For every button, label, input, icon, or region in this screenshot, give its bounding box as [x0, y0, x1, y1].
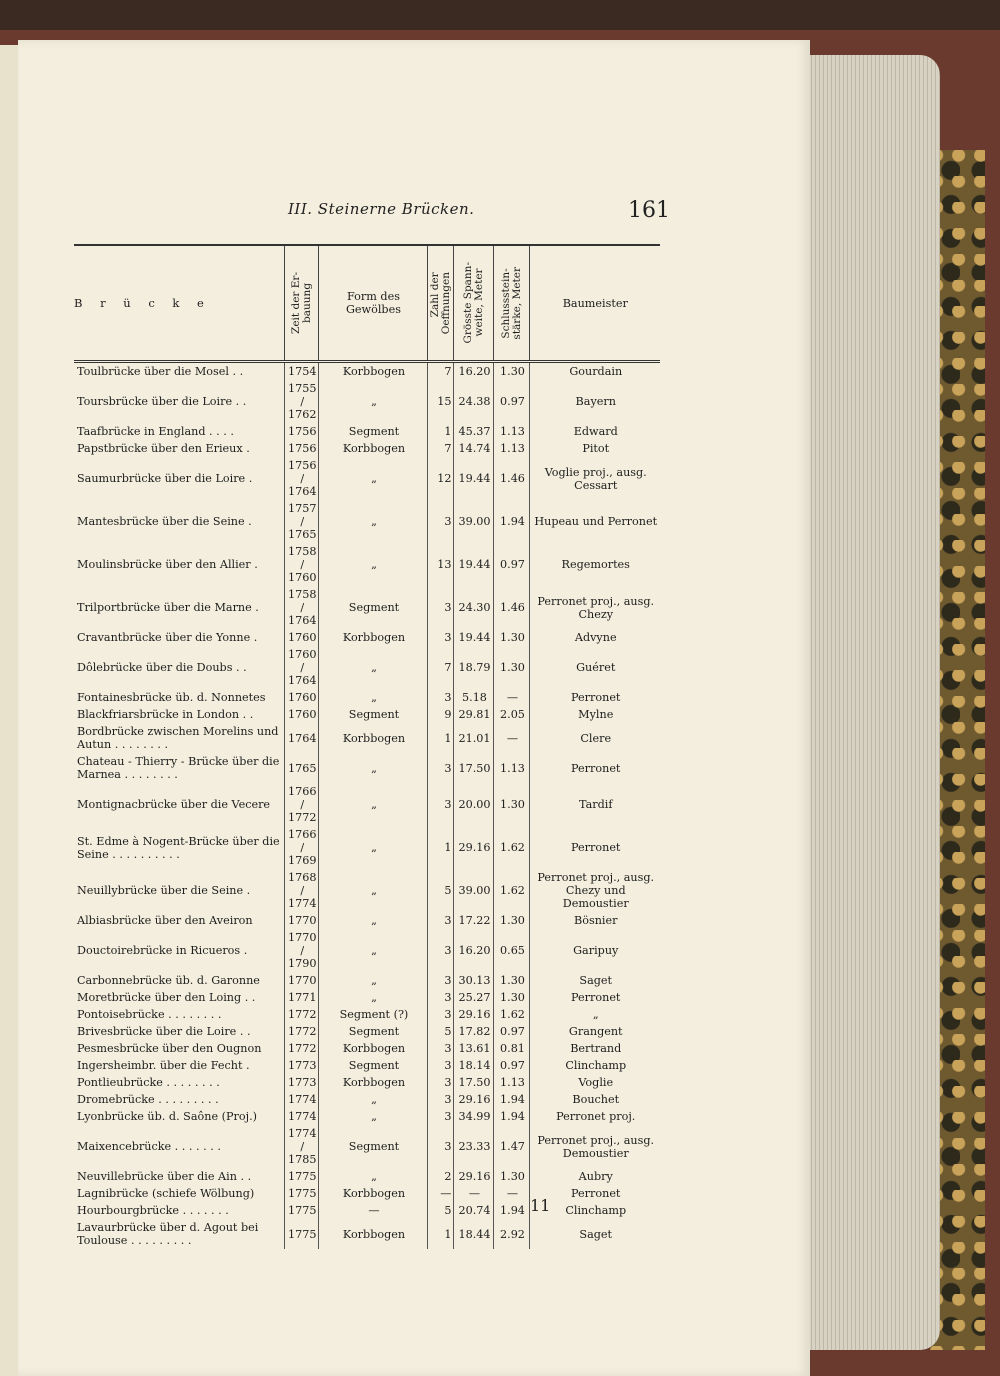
- cell-arch: Saget: [579, 974, 613, 987]
- cell-form: Korbbogen: [319, 1074, 428, 1091]
- table-row: [74, 912, 660, 929]
- table-row: [74, 1040, 660, 1057]
- cell-n: 1: [428, 423, 454, 440]
- cell-form: Segment: [319, 586, 428, 629]
- cell-n: 3: [428, 586, 454, 629]
- table-row: [74, 1074, 660, 1091]
- cell-form: „: [319, 543, 428, 586]
- cell-span: 21.01: [454, 723, 494, 753]
- cell-name: Dôlebrücke über die Doubs . .: [74, 646, 285, 689]
- table-row: [74, 380, 660, 423]
- cell-year: 1758 / 1764: [285, 586, 319, 629]
- table-row: [74, 689, 660, 706]
- cell-name: Moulinsbrücke über den Allier .: [74, 543, 285, 586]
- cell-form: „: [319, 500, 428, 543]
- cell-arch: Hupeau und Perronet: [534, 515, 658, 528]
- cell-key: 1.94: [494, 500, 530, 543]
- cell-span: 39.00: [454, 869, 494, 912]
- cell-form: Segment: [319, 1125, 428, 1168]
- cell-key: 1.13: [494, 1074, 530, 1091]
- cell-name: Mantesbrücke über die Seine .: [74, 500, 285, 543]
- cell-arch: Aubry: [578, 1170, 613, 1183]
- cell-form: „: [319, 753, 428, 783]
- cell-span: 17.50: [454, 753, 494, 783]
- table-row: [74, 629, 660, 646]
- cell-n: 1: [428, 1219, 454, 1249]
- cell-arch: Mylne: [578, 708, 614, 721]
- cell-span: 17.50: [454, 1074, 494, 1091]
- cell-name: Douctoirebrücke in Ricueros .: [74, 929, 285, 972]
- table-row: [74, 989, 660, 1006]
- cell-key: 1.13: [494, 440, 530, 457]
- cell-span: 17.22: [454, 912, 494, 929]
- cell-name: Dromebrücke . . . . . . . . .: [74, 1091, 285, 1108]
- cell-year: 1773: [285, 1074, 319, 1091]
- cell-span: 16.20: [454, 929, 494, 972]
- cell-name: Toursbrücke über die Loire . .: [74, 380, 285, 423]
- cell-key: 1.47: [494, 1125, 530, 1168]
- cell-year: 1760: [285, 689, 319, 706]
- table-row: [74, 706, 660, 723]
- cell-arch: Tardif: [578, 798, 613, 811]
- cell-form: Korbbogen: [319, 1219, 428, 1249]
- cell-year: 1770 / 1790: [285, 929, 319, 972]
- cell-span: 14.74: [454, 440, 494, 457]
- cell-n: 5: [428, 1023, 454, 1040]
- cell-n: 3: [428, 1006, 454, 1023]
- page-stack-edges: [800, 55, 940, 1350]
- page-number: 161: [628, 198, 670, 223]
- cell-n: —: [428, 1185, 454, 1202]
- cell-key: 1.30: [494, 646, 530, 689]
- cell-year: 1756: [285, 423, 319, 440]
- cell-year: 1768 / 1774: [285, 869, 319, 912]
- cell-year: 1770: [285, 912, 319, 929]
- cell-n: 3: [428, 929, 454, 972]
- cell-form: Segment: [319, 423, 428, 440]
- cell-arch: Perronet proj.: [556, 1110, 636, 1123]
- cell-year: 1756: [285, 440, 319, 457]
- cell-span: 23.33: [454, 1125, 494, 1168]
- cell-key: 1.30: [494, 912, 530, 929]
- cell-n: 3: [428, 989, 454, 1006]
- cell-name: Toulbrücke über die Mosel . .: [74, 362, 285, 381]
- cell-form: Korbbogen: [319, 1185, 428, 1202]
- cell-name: Lyonbrücke üb. d. Saône (Proj.): [74, 1108, 285, 1125]
- cell-key: —: [494, 1185, 530, 1202]
- cell-name: Lagnibrücke (schiefe Wölbung): [74, 1185, 285, 1202]
- cell-n: 1: [428, 826, 454, 869]
- table-row: [74, 929, 660, 972]
- cell-span: 18.79: [454, 646, 494, 689]
- table-row: [74, 972, 660, 989]
- cell-name: Chateau - Thierry - Brücke über die Marnea . . . . . . . .: [74, 753, 285, 783]
- cell-year: 1771: [285, 989, 319, 1006]
- cell-span: 13.61: [454, 1040, 494, 1057]
- cell-n: 2: [428, 1168, 454, 1185]
- table-row: [74, 423, 660, 440]
- cell-year: 1774 / 1785: [285, 1125, 319, 1168]
- cell-span: 19.44: [454, 629, 494, 646]
- table-row: [74, 1091, 660, 1108]
- cell-form: „: [319, 912, 428, 929]
- cell-span: 18.14: [454, 1057, 494, 1074]
- cell-span: 19.44: [454, 543, 494, 586]
- cell-arch: Saget: [579, 1227, 613, 1241]
- cell-span: 29.16: [454, 1091, 494, 1108]
- cell-key: 1.46: [494, 586, 530, 629]
- cell-arch: Edward: [573, 425, 618, 438]
- table-row: [74, 1006, 660, 1023]
- cell-arch: Voglie proj., ausg. Cessart: [544, 465, 647, 492]
- cell-year: 1775: [285, 1185, 319, 1202]
- cell-span: 39.00: [454, 500, 494, 543]
- cell-key: —: [494, 689, 530, 706]
- cell-name: Neuillybrücke über die Seine .: [74, 869, 285, 912]
- cell-span: 24.30: [454, 586, 494, 629]
- cell-year: 1756 / 1764: [285, 457, 319, 500]
- cell-name: Maixencebrücke . . . . . . .: [74, 1125, 285, 1168]
- cell-key: 1.30: [494, 1168, 530, 1185]
- table-row: [74, 1057, 660, 1074]
- cell-arch: Clinchamp: [565, 1059, 627, 1072]
- cell-name: Blackfriarsbrücke in London . .: [74, 706, 285, 723]
- cell-name: Cravantbrücke über die Yonne .: [74, 629, 285, 646]
- cell-n: 12: [428, 457, 454, 500]
- cell-n: 3: [428, 1040, 454, 1057]
- cell-arch: Guéret: [576, 661, 616, 674]
- cell-year: 1772: [285, 1006, 319, 1023]
- table-row: [74, 586, 660, 629]
- cell-name: Neuvillebrücke über die Ain . .: [74, 1168, 285, 1185]
- bridges-table: [74, 244, 660, 1249]
- cell-span: 16.20: [454, 362, 494, 381]
- cell-key: 1.62: [494, 1006, 530, 1023]
- cell-span: 19.44: [454, 457, 494, 500]
- cell-year: 1760: [285, 706, 319, 723]
- cell-arch: Grangent: [568, 1025, 623, 1038]
- cell-name: Ingersheimbr. über die Fecht .: [74, 1057, 285, 1074]
- cell-year: 1773: [285, 1057, 319, 1074]
- header-year: Zeit der Er- bauung: [285, 245, 319, 362]
- cell-year: 1766 / 1769: [285, 826, 319, 869]
- cell-span: 30.13: [454, 972, 494, 989]
- cell-form: „: [319, 689, 428, 706]
- footer-signature: 11: [530, 1196, 551, 1215]
- cell-n: 3: [428, 500, 454, 543]
- table-row: [74, 1168, 660, 1185]
- cell-form: Segment: [319, 706, 428, 723]
- cell-key: 1.30: [494, 783, 530, 826]
- cell-form: Segment: [319, 1057, 428, 1074]
- cell-arch: Perronet: [571, 761, 621, 775]
- cell-n: 3: [428, 1057, 454, 1074]
- cell-n: 3: [428, 1108, 454, 1125]
- cell-key: —: [494, 723, 530, 753]
- cell-span: 29.16: [454, 1168, 494, 1185]
- cell-year: 1760: [285, 629, 319, 646]
- cell-arch: Voglie: [578, 1076, 614, 1089]
- cell-n: 7: [428, 362, 454, 381]
- header-form: Form des Gewölbes: [319, 245, 428, 362]
- cell-arch: Perronet: [571, 841, 621, 854]
- cell-key: 1.62: [494, 826, 530, 869]
- cell-n: 3: [428, 783, 454, 826]
- cell-form: Korbbogen: [319, 629, 428, 646]
- cell-year: 1775: [285, 1202, 319, 1219]
- cell-span: 25.27: [454, 989, 494, 1006]
- cell-arch: Clinchamp: [565, 1204, 627, 1217]
- cell-name: Pesmesbrücke über den Ougnon: [74, 1040, 285, 1057]
- cell-name: Montignacbrücke über die Vecere: [74, 783, 285, 826]
- cell-span: —: [454, 1185, 494, 1202]
- cell-name: Taafbrücke in England . . . .: [74, 423, 285, 440]
- cell-key: 1.94: [494, 1108, 530, 1125]
- cell-arch: Bayern: [575, 395, 616, 408]
- cell-arch: Perronet proj., ausg. Demoustier: [537, 1133, 655, 1160]
- cell-year: 1770: [285, 972, 319, 989]
- cell-year: 1774: [285, 1108, 319, 1125]
- table-row: [74, 440, 660, 457]
- cell-arch: Garipuy: [573, 944, 619, 957]
- cell-arch: Perronet: [571, 691, 621, 704]
- cell-form: „: [319, 1108, 428, 1125]
- cell-arch: Perronet: [571, 991, 621, 1004]
- cell-span: 20.00: [454, 783, 494, 826]
- cell-form: —: [319, 1202, 428, 1219]
- cell-span: 45.37: [454, 423, 494, 440]
- cell-arch: „: [592, 1008, 599, 1021]
- cell-key: 1.30: [494, 972, 530, 989]
- cell-key: 1.13: [494, 423, 530, 440]
- cell-key: 1.94: [494, 1091, 530, 1108]
- cell-key: 1.30: [494, 989, 530, 1006]
- cell-n: 13: [428, 543, 454, 586]
- cell-key: 0.65: [494, 929, 530, 972]
- table-body: [74, 362, 660, 1250]
- cell-name: Brivesbrücke über die Loire . .: [74, 1023, 285, 1040]
- cell-name: Papstbrücke über den Erieux .: [74, 440, 285, 457]
- cell-span: 24.38: [454, 380, 494, 423]
- cell-key: 1.13: [494, 753, 530, 783]
- cell-key: 1.46: [494, 457, 530, 500]
- cell-span: 29.81: [454, 706, 494, 723]
- cell-span: 17.82: [454, 1023, 494, 1040]
- cell-form: „: [319, 826, 428, 869]
- table-row: [74, 543, 660, 586]
- table-row: [74, 646, 660, 689]
- cell-arch: Gourdain: [569, 365, 623, 378]
- cell-name: St. Edme à Nogent-Brücke über die Seine . . . . . . . . . .: [74, 826, 285, 869]
- header-bridge: B r ü c k e: [74, 245, 285, 362]
- cell-n: 9: [428, 706, 454, 723]
- cell-arch: Bertrand: [570, 1042, 622, 1055]
- cell-form: Segment: [319, 1023, 428, 1040]
- cell-n: 7: [428, 440, 454, 457]
- table-row: [74, 1125, 660, 1168]
- cell-name: Pontoisebrücke . . . . . . . .: [74, 1006, 285, 1023]
- header-openings: Zahl der Oeffnungen: [428, 245, 454, 362]
- cell-name: Pontlieubrücke . . . . . . . .: [74, 1074, 285, 1091]
- cell-year: 1775: [285, 1219, 319, 1249]
- cell-form: „: [319, 869, 428, 912]
- cell-n: 3: [428, 912, 454, 929]
- cell-n: 3: [428, 1074, 454, 1091]
- cell-year: 1765: [285, 753, 319, 783]
- cell-span: 29.16: [454, 826, 494, 869]
- table-row: [74, 1023, 660, 1040]
- cell-name: Moretbrücke über den Loing . .: [74, 989, 285, 1006]
- cell-form: Korbbogen: [319, 723, 428, 753]
- cell-year: 1764: [285, 723, 319, 753]
- cell-form: „: [319, 929, 428, 972]
- cell-name: Lavaurbrücke über d. Agout bei Toulouse . . . . . . . . .: [74, 1219, 285, 1249]
- cell-arch: Advyne: [574, 631, 617, 644]
- cell-year: 1766 / 1772: [285, 783, 319, 826]
- cell-key: 0.81: [494, 1040, 530, 1057]
- table-row: [74, 869, 660, 912]
- cell-name: Trilportbrücke über die Marne .: [74, 586, 285, 629]
- table-row: [74, 500, 660, 543]
- cell-key: 0.97: [494, 1057, 530, 1074]
- cell-form: „: [319, 783, 428, 826]
- cell-n: 3: [428, 753, 454, 783]
- cell-arch: Perronet proj., ausg. Chezy: [537, 594, 655, 621]
- cell-arch: Bouchet: [572, 1093, 620, 1106]
- cell-form: „: [319, 457, 428, 500]
- cell-form: Korbbogen: [319, 362, 428, 381]
- table-row: [74, 362, 660, 381]
- cell-key: 1.94: [494, 1202, 530, 1219]
- cell-form: „: [319, 646, 428, 689]
- cell-form: „: [319, 1168, 428, 1185]
- cell-n: 3: [428, 629, 454, 646]
- cell-n: 3: [428, 972, 454, 989]
- table-row: [74, 1185, 660, 1202]
- cell-n: 3: [428, 1091, 454, 1108]
- header-keystone: Schlussstein- stärke, Meter: [494, 245, 530, 362]
- cell-arch: Pitot: [582, 442, 610, 455]
- cell-year: 1754: [285, 362, 319, 381]
- cell-year: 1757 / 1765: [285, 500, 319, 543]
- header-architect: Baumeister: [530, 245, 660, 362]
- left-page-edge: [0, 45, 20, 1376]
- cell-name: Fontainesbrücke üb. d. Nonnetes: [74, 689, 285, 706]
- cell-year: 1758 / 1760: [285, 543, 319, 586]
- cell-n: 1: [428, 723, 454, 753]
- cell-arch: Perronet proj., ausg. Chezy und Demoustier: [537, 871, 655, 910]
- cell-name: Hourbourgbrücke . . . . . . .: [74, 1202, 285, 1219]
- table-row: [74, 1202, 660, 1219]
- cell-name: Saumurbrücke über die Loire .: [74, 457, 285, 500]
- cell-form: „: [319, 1091, 428, 1108]
- cell-span: 20.74: [454, 1202, 494, 1219]
- cell-year: 1772: [285, 1023, 319, 1040]
- cell-key: 0.97: [494, 1023, 530, 1040]
- cell-arch: Clere: [580, 731, 612, 745]
- table-row: [74, 826, 660, 869]
- cell-key: 2.92: [494, 1219, 530, 1249]
- cell-key: 1.62: [494, 869, 530, 912]
- cell-name: Carbonnebrücke üb. d. Garonne: [74, 972, 285, 989]
- cell-form: Korbbogen: [319, 440, 428, 457]
- cell-n: 5: [428, 869, 454, 912]
- cell-year: 1772: [285, 1040, 319, 1057]
- cell-span: 29.16: [454, 1006, 494, 1023]
- cell-arch: Regemortes: [561, 558, 630, 571]
- running-header: III. Steinerne Brücken.: [288, 200, 475, 218]
- cell-span: 18.44: [454, 1219, 494, 1249]
- cell-form: „: [319, 989, 428, 1006]
- cell-key: 2.05: [494, 706, 530, 723]
- cell-year: 1774: [285, 1091, 319, 1108]
- cell-year: 1760 / 1764: [285, 646, 319, 689]
- cell-form: „: [319, 972, 428, 989]
- cell-n: 3: [428, 1125, 454, 1168]
- cell-form: Korbbogen: [319, 1040, 428, 1057]
- table-header-row: [74, 245, 660, 362]
- table-row: [74, 753, 660, 783]
- table-row: [74, 457, 660, 500]
- table-row: [74, 1108, 660, 1125]
- cell-span: 5.18: [454, 689, 494, 706]
- cell-form: „: [319, 380, 428, 423]
- cell-key: 0.97: [494, 543, 530, 586]
- cell-n: 15: [428, 380, 454, 423]
- header-span: Grösste Spann- weite, Meter: [454, 245, 494, 362]
- cell-n: 3: [428, 689, 454, 706]
- table-row: [74, 783, 660, 826]
- cell-key: 1.30: [494, 362, 530, 381]
- cell-arch: Perronet: [571, 1187, 621, 1200]
- cell-arch: Bösnier: [574, 914, 618, 927]
- cell-year: 1775: [285, 1168, 319, 1185]
- cell-name: Albiasbrücke über den Aveiron: [74, 912, 285, 929]
- cell-key: 0.97: [494, 380, 530, 423]
- table-row: [74, 1219, 660, 1249]
- cell-year: 1755 / 1762: [285, 380, 319, 423]
- cell-n: 7: [428, 646, 454, 689]
- cell-form: Segment (?): [319, 1006, 428, 1023]
- cell-span: 34.99: [454, 1108, 494, 1125]
- cell-key: 1.30: [494, 629, 530, 646]
- table-row: [74, 723, 660, 753]
- cell-n: 5: [428, 1202, 454, 1219]
- cell-name: Bordbrücke zwischen Morelins und Autun . . . . . . . .: [74, 723, 285, 753]
